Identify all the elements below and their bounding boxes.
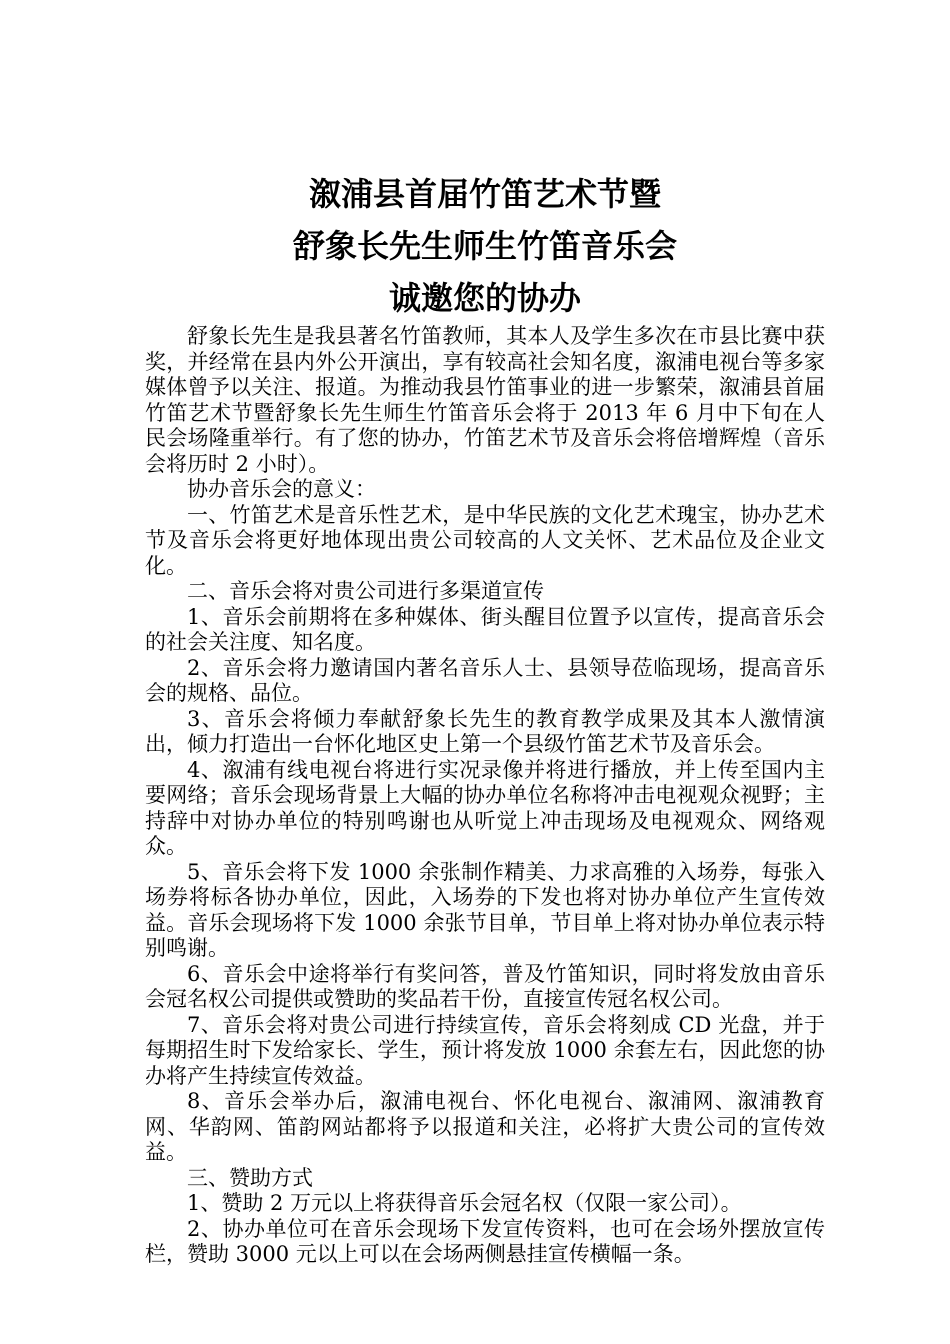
paragraph-section-1: 一、竹笛艺术是音乐性艺术，是中华民族的文化艺术瑰宝，协办艺术节及音乐会将更好地体现出贵公司较高的人文关怀、艺术品位及企业文化。 bbox=[145, 502, 825, 578]
paragraph-item-2: 2、音乐会将力邀请国内著名音乐人士、县领导莅临现场，提高音乐会的规格、品位。 bbox=[145, 655, 825, 705]
paragraph-sponsor-2: 2、协办单位可在音乐会现场下发宣传资料，也可在会场外摆放宣传栏，赞助 3000 元以上可以在会场两侧悬挂宣传横幅一条。 bbox=[145, 1216, 825, 1266]
paragraph-item-6: 6、音乐会中途将举行有奖问答，普及竹笛知识，同时将发放由音乐会冠名权公司提供或赞助的奖品若干份，直接宣传冠名权公司。 bbox=[145, 961, 825, 1011]
paragraph-sponsor-1: 1、赞助 2 万元以上将获得音乐会冠名权（仅限一家公司）。 bbox=[187, 1191, 742, 1215]
paragraph-significance-heading: 协办音乐会的意义： bbox=[187, 477, 376, 501]
paragraph-item-5: 5、音乐会将下发 1000 余张制作精美、力求高雅的入场券，每张入场券将标各协办单位，因此，入场券的下发也将对协办单位产生宣传效益。音乐会现场将下发 1000 余张节目单，节目单上将对协办单位表示特别鸣谢。 bbox=[145, 859, 825, 960]
paragraph-item-8: 8、音乐会举办后，溆浦电视台、怀化电视台、溆浦网、溆浦教育网、华韵网、笛韵网站都将予以报道和关注，必将扩大贵公司的宣传效益。 bbox=[145, 1089, 825, 1164]
paragraph-item-1: 1、音乐会前期将在多种媒体、街头醒目位置予以宣传，提高音乐会的社会关注度、知名度。 bbox=[145, 604, 825, 654]
paragraph-section-2-heading: 二、音乐会将对贵公司进行多渠道宣传 bbox=[187, 579, 544, 603]
paragraph-item-7: 7、音乐会将对贵公司进行持续宣传，音乐会将刻成 CD 光盘，并于每期招生时下发给家长、学生，预计将发放 1000 余套左右，因此您的协办将产生持续宣传效益。 bbox=[145, 1012, 825, 1088]
paragraph-item-4: 4、溆浦有线电视台将进行实况录像并将进行播放，并上传至国内主要网络；音乐会现场背景上大幅的协办单位名称将冲击电视观众视野；主持辞中对协办单位的特别鸣谢也从听觉上冲击现场及电视观众、网络观众。 bbox=[145, 757, 825, 858]
document-title bbox=[145, 168, 825, 324]
paragraph-intro: 舒象长先生是我县著名竹笛教师，其本人及学生多次在市县比赛中获奖，并经常在县内外公开演出，享有较高社会知名度，溆浦电视台等多家媒体曾予以关注、报道。为推动我县竹笛事业的进一步繁荣，溆浦县首届竹笛艺术节暨舒象长先生师生竹笛音乐会将于 2013 年 6 月中下旬在人民会场隆重举行。有了您的协办，竹笛艺术节及音乐会将倍增辉煌（音乐会将历时 2 小时）。 bbox=[145, 324, 825, 476]
title-line-1: 溆浦县首届竹笛艺术节暨 bbox=[308, 175, 661, 213]
document-body bbox=[145, 324, 825, 1268]
title-line-3: 诚邀您的协办 bbox=[388, 279, 581, 317]
paragraph-section-3-heading: 三、赞助方式 bbox=[187, 1165, 313, 1190]
document-page bbox=[145, 168, 825, 1268]
title-line-2: 舒象长先生师生竹笛音乐会 bbox=[292, 227, 677, 265]
paragraph-item-3: 3、音乐会将倾力奉献舒象长先生的教育教学成果及其本人激情演出，倾力打造出一台怀化地区史上第一个县级竹笛艺术节及音乐会。 bbox=[145, 706, 825, 756]
